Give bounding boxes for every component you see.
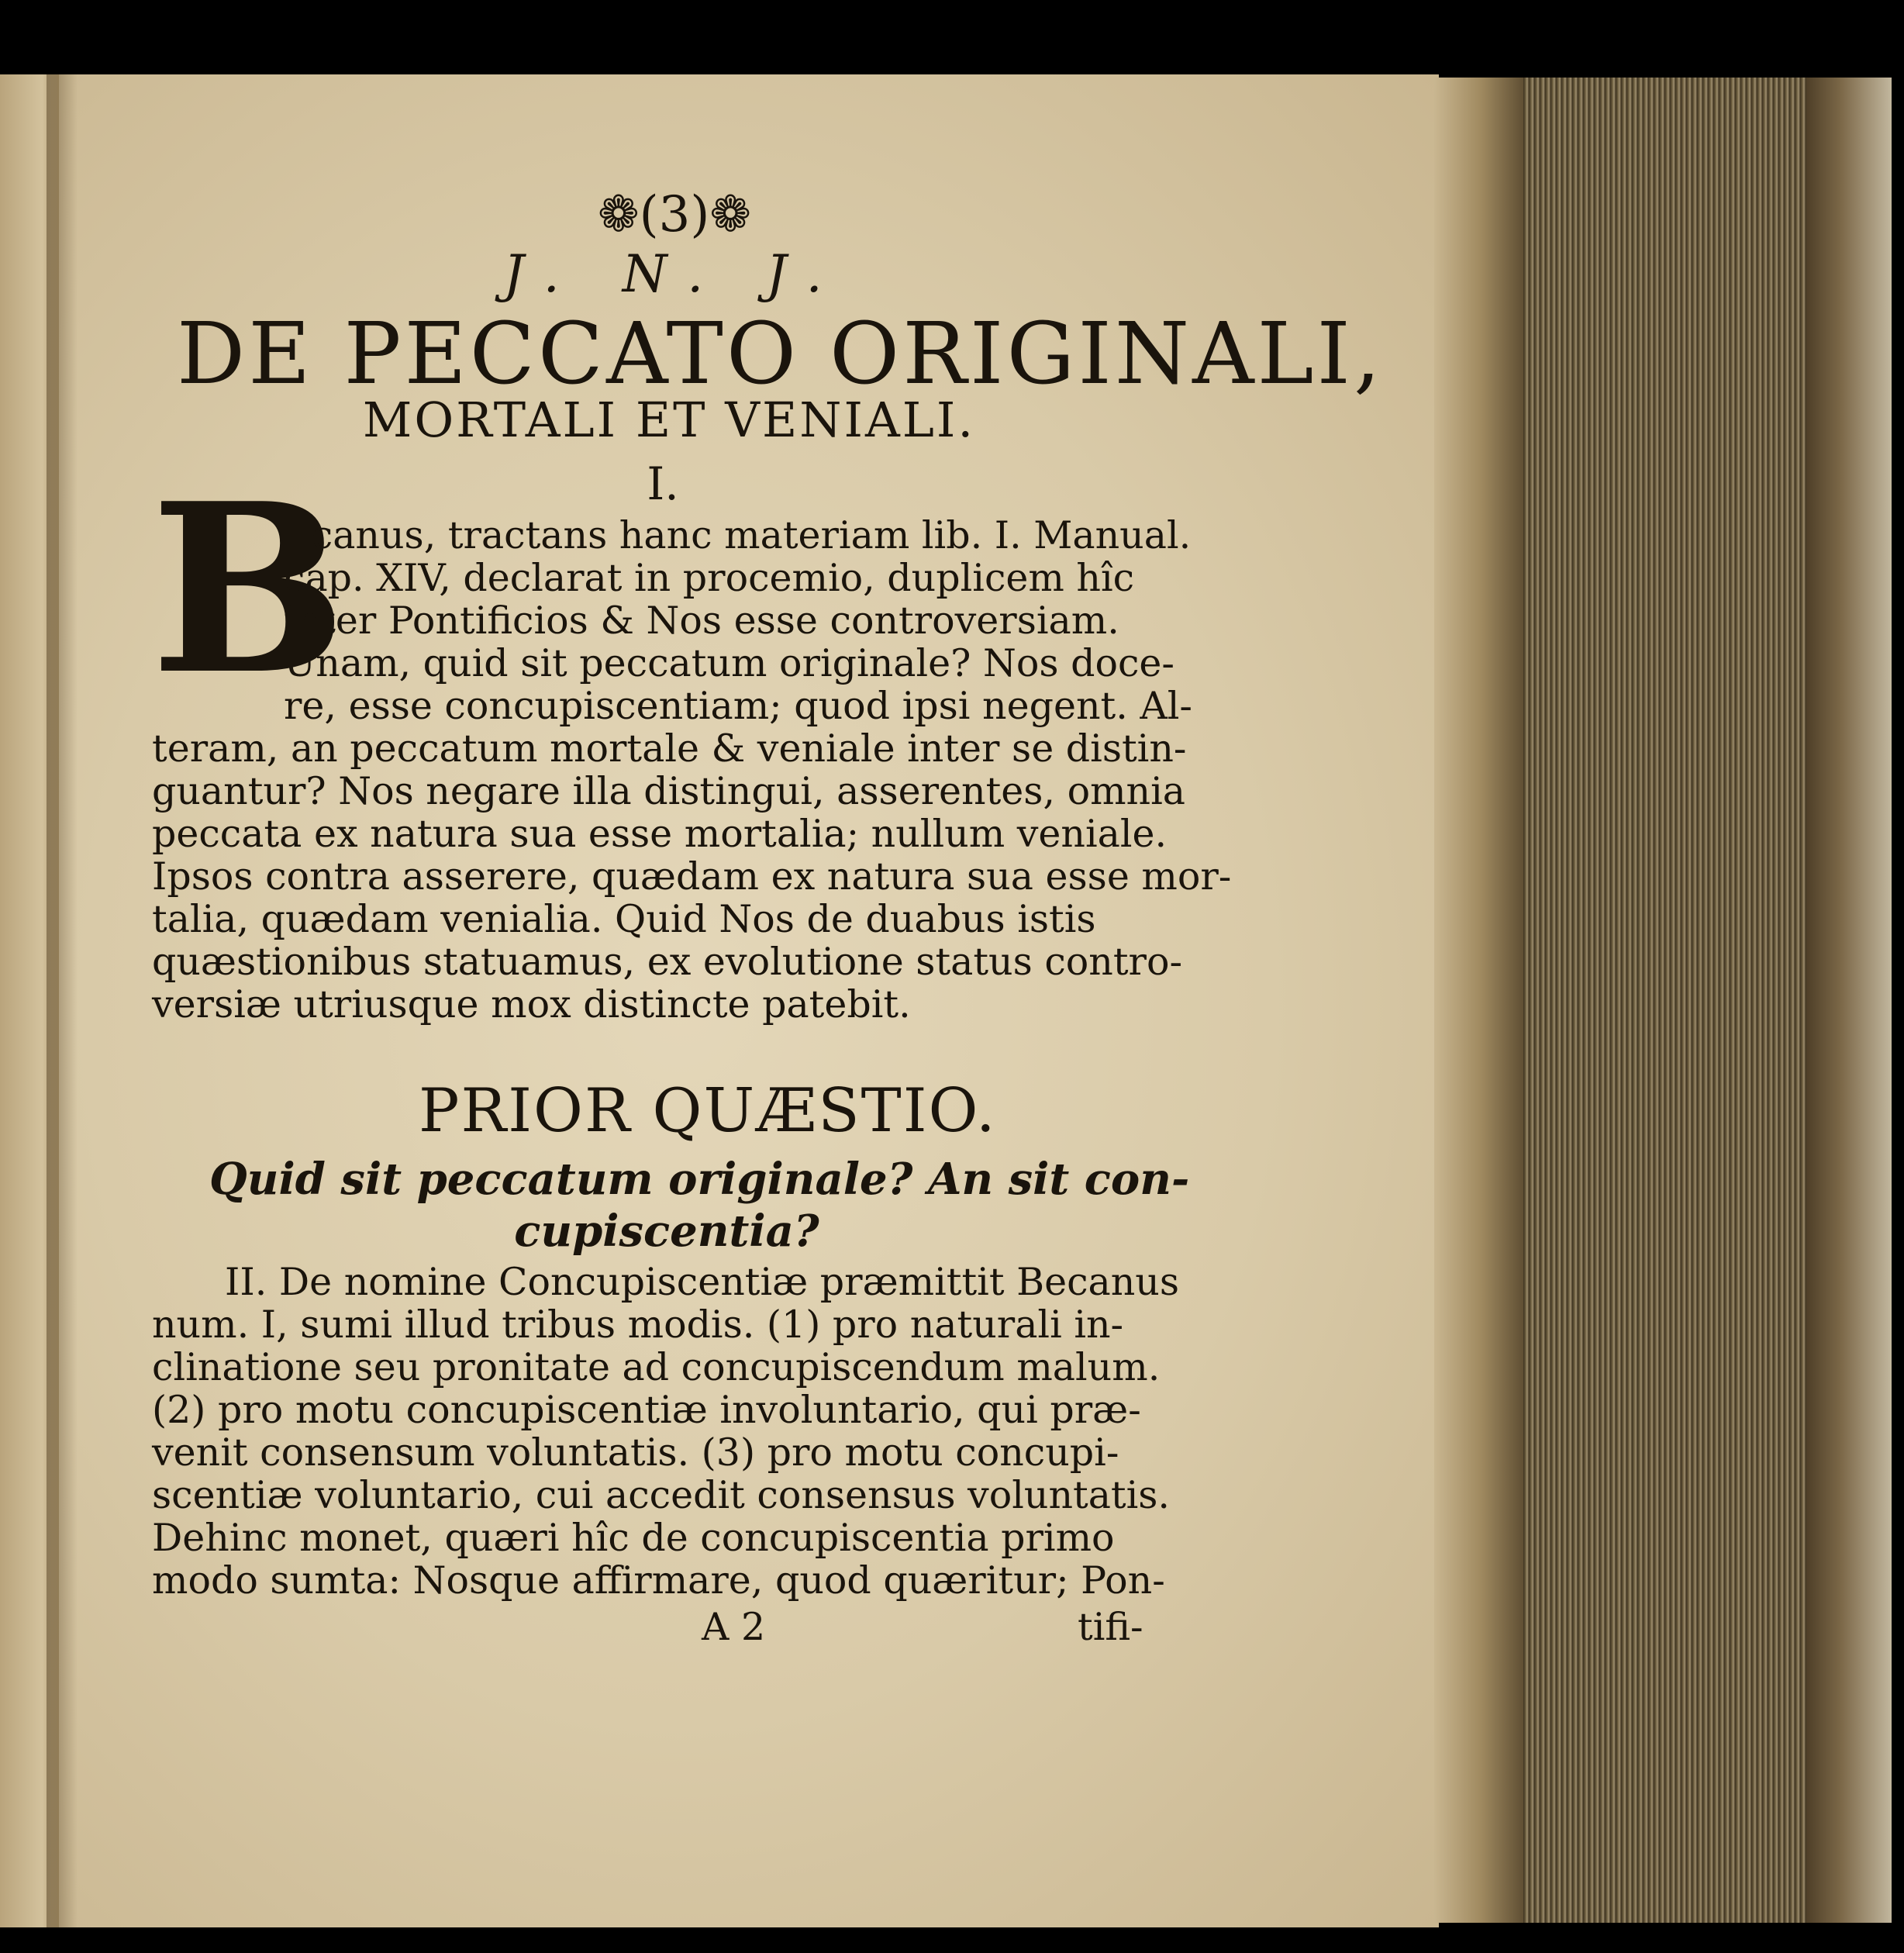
paragraph-1-line: inter Pontificios & Nos esse controversiam. <box>284 599 1119 643</box>
binding-shadow <box>1434 78 1527 1923</box>
paragraph-1-line: talia, quædam venialia. Quid Nos de duabus istis <box>152 897 1096 941</box>
paragraph-2-line: clinatione seu pronitate ad concupiscendum malum. <box>152 1345 1161 1389</box>
paragraph-1-line: cap. XIV, declarat in procemio, duplicem hîc <box>284 556 1135 600</box>
paragraph-2-line: (2) pro motu concupiscentiæ involuntario, qui præ- <box>152 1388 1141 1432</box>
signature-mark: A 2 <box>702 1605 766 1649</box>
paragraph-1-line: quæstionibus statuamus, ex evolutione status contro- <box>152 940 1183 984</box>
question-heading-line: cupiscentia? <box>514 1206 819 1257</box>
drop-capital: B <box>150 452 347 726</box>
paragraph-2-line: Dehinc monet, quæri hîc de concupiscentia primo <box>152 1516 1115 1560</box>
section-number: I. <box>647 457 679 510</box>
paragraph-2-line: venit consensum voluntatis. (3) pro motu concupi- <box>152 1430 1119 1475</box>
paragraph-1-line: peccata ex natura sua esse mortalia; nullum veniale. <box>152 812 1168 856</box>
invocation: J. N. J. <box>503 244 846 304</box>
paragraph-1-line: Ipsos contra asserere, quædam ex natura sua esse mor- <box>152 854 1232 899</box>
catchword: tifi- <box>1078 1605 1143 1649</box>
question-heading-line: Quid sit peccatum originale? An sit con- <box>209 1154 1190 1205</box>
paragraph-1-line: Unam, quid sit peccatum originale? Nos doce- <box>284 641 1174 685</box>
paragraph-1-line: guantur? Nos negare illa distingui, asserentes, omnia <box>152 769 1185 813</box>
paragraph-2-line: II. De nomine Concupiscentiæ præmittit Becanus <box>225 1260 1180 1304</box>
paragraph-1-line: re, esse concupiscentiam; quod ipsi negent. Al- <box>284 684 1192 728</box>
section-heading: PRIOR QUÆSTIO. <box>419 1076 997 1146</box>
paragraph-1-line: versiæ utriusque mox distincte patebit. <box>152 982 911 1027</box>
page-edges <box>1523 78 1833 1923</box>
gutter-shadow <box>47 74 78 1927</box>
paragraph-1-line: Ecanus, tractans hanc materiam lib. I. Manual. <box>284 513 1192 557</box>
paragraph-2-line: scentiæ voluntario, cui accedit consensus voluntatis. <box>152 1473 1170 1517</box>
page-subtitle: MORTALI ET VENIALI. <box>362 392 976 448</box>
paragraph-1-line: teram, an peccatum mortale & veniale inter se distin- <box>152 726 1187 771</box>
page-title: DE PECCATO ORIGINALI, <box>177 304 1384 403</box>
paragraph-2-line: num. I, sumi illud tribus modis. (1) pro naturali in- <box>152 1303 1124 1347</box>
page-number-headpiece: ❁(3)❁ <box>598 186 751 243</box>
book-cover-edge <box>1806 78 1892 1923</box>
paragraph-2-line: modo sumta: Nosque affirmare, quod quæritur; Pon- <box>152 1558 1165 1603</box>
